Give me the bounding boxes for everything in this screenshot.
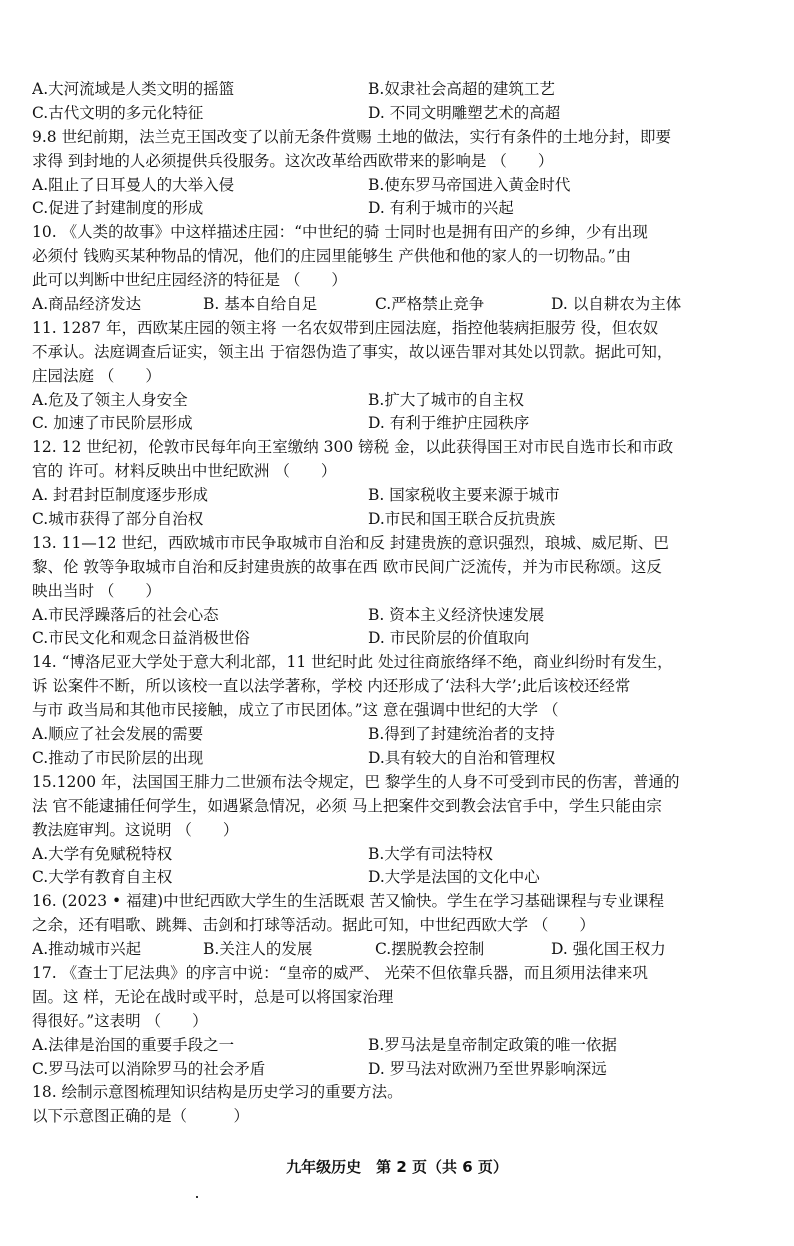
answer-option[interactable]: C.古代文明的多元化特征	[32, 103, 204, 122]
answer-option[interactable]: D. 不同文明雕塑艺术的高超	[368, 103, 561, 122]
answer-option[interactable]: C.促进了封建制度的形成	[32, 199, 204, 218]
page-footer: 九年级历史 第 2 页（共 6 页）	[286, 1158, 508, 1176]
answer-option[interactable]: A.顺应了社会发展的需要	[32, 725, 204, 744]
question-stem-line: 17. 《查士丁尼法典》的序言中说：“皇帝的威严、 光荣不但依靠兵器，而且须用法律来巩	[32, 963, 648, 982]
answer-option[interactable]: B.奴隶社会高超的建筑工艺	[368, 80, 555, 98]
question-stem-line: 10. 《人类的故事》中这样描述庄园：“中世纪的骑 士同时也是拥有田产的乡绅，少有出现	[32, 223, 648, 242]
answer-option[interactable]: A.大河流域是人类文明的摇篮	[32, 80, 235, 98]
question-block	[32, 436, 764, 532]
question-block	[32, 532, 764, 651]
option-row	[32, 293, 764, 317]
question-stem-line: 求得 到封地的人必须提供兵役服务。这次改革给西欧带来的影响是 （ ）	[32, 151, 554, 170]
answer-option[interactable]: B.关注人的发展	[203, 940, 313, 959]
question-stem-line: 以下示意图正确的是（ ）	[32, 1107, 250, 1126]
answer-option[interactable]: D.市民和国王联合反抗贵族	[368, 510, 556, 529]
answer-option[interactable]: C.城市获得了部分自治权	[32, 510, 204, 529]
question-stem-line: 11. 1287 年，西欧某庄园的领主将 一名农奴带到庄园法庭，指控他装病拒服劳 役，但农奴	[32, 318, 659, 337]
option-row	[32, 747, 764, 771]
answer-option[interactable]: B.大学有司法特权	[368, 844, 493, 863]
question-stem-line: 黎、伦 敦等争取城市自治和反封建贵族的故事在西 欧市民间广泛流传，并为市民称颂。这反	[32, 557, 662, 576]
question-stem-line: 18. 绘制示意图梳理知识结构是历史学习的重要方法。	[32, 1083, 403, 1102]
option-row	[32, 1034, 764, 1058]
answer-option[interactable]: D. 有利于城市的兴起	[368, 199, 514, 218]
answer-option[interactable]: C.推动了市民阶层的出现	[32, 748, 204, 767]
option-row	[32, 102, 764, 126]
option-row	[32, 627, 764, 651]
scan-speck	[196, 1196, 198, 1198]
answer-option[interactable]: D.具有较大的自治和管理权	[368, 748, 556, 767]
question-stem-line: 此可以判断中世纪庄园经济的特征是 （ ）	[32, 271, 347, 290]
answer-option[interactable]: A.危及了领主人身安全	[32, 390, 188, 409]
answer-option[interactable]: B.扩大了城市的自主权	[368, 390, 524, 409]
answer-option[interactable]: A.推动城市兴起	[32, 940, 142, 959]
option-row	[32, 389, 764, 413]
question-stem-line: 之余，还有唱歌、跳舞、击剑和打球等活动。据此可知，中世纪西欧大学 （ ）	[32, 916, 595, 935]
option-row	[32, 484, 764, 508]
option-row	[32, 938, 764, 962]
question-stem-line: 16. (2023 • 福建)中世纪西欧大学生的生活既艰 苦又愉快。学生在学习基础课程与专业课程	[32, 892, 665, 911]
option-row	[32, 604, 764, 628]
answer-option[interactable]: A.商品经济发达	[32, 295, 142, 314]
question-stem-line: 教法庭审判。这说明 （ ）	[32, 820, 239, 839]
option-row	[32, 866, 764, 890]
answer-option[interactable]: A.大学有免赋税特权	[32, 844, 173, 863]
question-block	[32, 221, 764, 317]
question-stem-line: 庄园法庭 （ ）	[32, 366, 161, 385]
answer-option[interactable]: C.摆脱教会控制	[375, 940, 485, 959]
answer-option[interactable]: C.市民文化和观念日益消极世俗	[32, 629, 250, 648]
answer-option[interactable]: B.得到了封建统治者的支持	[368, 725, 555, 744]
answer-option[interactable]: C.严格禁止竞争	[375, 295, 485, 314]
answer-option[interactable]: A.法律是治国的重要手段之一	[32, 1035, 235, 1054]
answer-option[interactable]: B. 资本主义经济快速发展	[368, 605, 545, 624]
answer-option[interactable]: B.罗马法是皇帝制定政策的唯一依据	[368, 1035, 617, 1054]
question-stem-line: 官的 许可。材料反映出中世纪欧洲 （ ）	[32, 462, 337, 481]
answer-option[interactable]: B. 国家税收主要来源于城市	[368, 486, 560, 505]
question-block	[32, 126, 764, 222]
question-block	[32, 962, 764, 1081]
answer-option[interactable]: B. 基本自给自足	[203, 295, 318, 314]
option-row	[32, 412, 764, 436]
option-row	[32, 1058, 764, 1082]
option-row	[32, 197, 764, 221]
answer-option[interactable]: C.罗马法可以消除罗马的社会矛盾	[32, 1059, 266, 1078]
answer-option[interactable]: C. 加速了市民阶层形成	[32, 414, 193, 433]
answer-option[interactable]: D.大学是法国的文化中心	[368, 868, 540, 887]
answer-option[interactable]: D. 罗马法对欧洲乃至世界影响深远	[368, 1059, 607, 1078]
option-row	[32, 723, 764, 747]
question-stem-line: 12. 12 世纪初，伦敦市民每年向王室缴纳 300 镑税 金，以此获得国王对市民自选市长和市政	[32, 438, 674, 457]
question-stem-line: 14. “博洛尼亚大学处于意大利北部，11 世纪时此 处过往商旅络绎不绝，商业纠纷时有发生，	[32, 653, 673, 672]
question-block	[32, 1081, 764, 1129]
answer-option[interactable]: D. 有利于维护庄园秩序	[368, 414, 530, 433]
question-stem-line: 9.8 世纪前期，法兰克王国改变了以前无条件赏赐 土地的做法，实行有条件的土地分封，即要	[32, 127, 672, 146]
question-list	[32, 78, 764, 1129]
question-stem-line: 必须付 钱购买某种物品的情况，他们的庄园里能够生 产供他和他的家人的一切物品。”由	[32, 247, 632, 266]
question-stem-line: 13. 11—12 世纪，西欧城市市民争取城市自治和反 封建贵族的意识强烈，琅城、威尼斯、巴	[32, 533, 669, 552]
answer-option[interactable]: B.使东罗马帝国进入黄金时代	[368, 175, 571, 194]
question-stem-line: 与市 政当局和其他市民接触，成立了市民团体。”这 意在强调中世纪的大学 （	[32, 701, 559, 720]
question-block	[32, 771, 764, 890]
answer-option[interactable]: D. 以自耕农为主体	[551, 295, 682, 314]
question-stem-line: 固。这 样，无论在战时或平时，总是可以将国家治理	[32, 987, 394, 1006]
question-stem-line: 映出当时 （ ）	[32, 581, 161, 600]
answer-option[interactable]: A.阻止了日耳曼人的大举入侵	[32, 175, 235, 194]
question-stem-line: 法 官不能逮捕任何学生，如遇紧急情况，必须 马上把案件交到教会法官手中，学生只能由宗	[32, 796, 662, 815]
question-block	[32, 78, 764, 126]
question-stem-line: 15.1200 年，法国国王腓力二世颁布法令规定，巴 黎学生的人身不可受到市民的伤害，普通的	[32, 772, 680, 791]
question-stem-line: 诉 讼案件不断，所以该校一直以法学著称，学校 内还形成了‘法科大学’;此后该校还经常	[32, 677, 631, 696]
option-row	[32, 174, 764, 198]
question-block	[32, 317, 764, 436]
question-stem-line: 得很好。”这表明 （ ）	[32, 1011, 208, 1030]
option-row	[32, 78, 764, 102]
answer-option[interactable]: C.大学有教育自主权	[32, 868, 173, 887]
answer-option[interactable]: A.市民浮躁落后的社会心态	[32, 605, 219, 624]
answer-option[interactable]: A. 封君封臣制度逐步形成	[32, 486, 209, 505]
answer-option[interactable]: D. 强化国王权力	[551, 940, 666, 959]
question-stem-line: 不承认。法庭调查后证实，领主出 于宿怨伪造了事实，故以诬告罪对其处以罚款。据此可知，	[32, 342, 673, 361]
question-block	[32, 890, 764, 962]
question-block	[32, 651, 764, 770]
option-row	[32, 508, 764, 532]
option-row	[32, 843, 764, 867]
answer-option[interactable]: D. 市民阶层的价值取向	[368, 629, 530, 648]
